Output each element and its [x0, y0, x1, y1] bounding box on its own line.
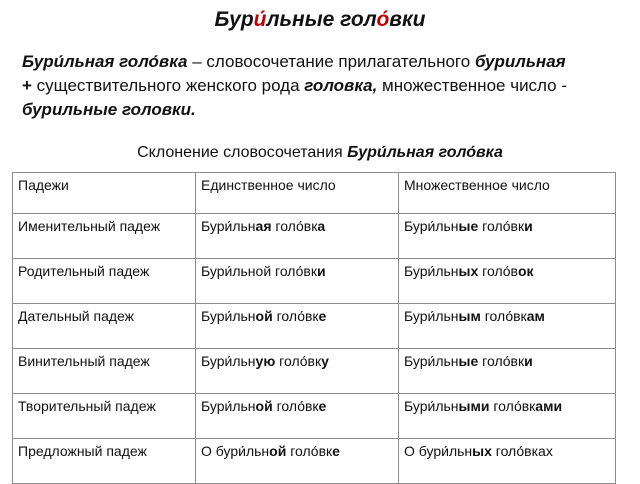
table-row	[13, 304, 616, 349]
table-row	[13, 259, 616, 304]
form-segment: голо́вк	[489, 398, 536, 414]
form-segment: голо́вк	[286, 443, 333, 459]
intro-paragraph	[22, 50, 627, 122]
form-segment: голо́вк	[271, 263, 317, 279]
table-caption	[0, 144, 640, 162]
plural-form	[399, 394, 616, 439]
form-segment: ую	[255, 353, 276, 369]
caption-text: Склонение словосочетания	[137, 144, 348, 161]
table-header-row	[13, 173, 616, 214]
form-segment: е	[318, 398, 327, 414]
form-segment: Бури́льн	[404, 263, 459, 279]
form-segment: ами	[535, 398, 563, 414]
singular-form	[196, 394, 399, 439]
form-segment: ые	[458, 218, 479, 234]
caption-phrase: Бури́льная голо́вка	[347, 144, 503, 161]
form-segment: Бури́льн	[404, 398, 459, 414]
intro-plus: +	[22, 76, 32, 95]
singular-form	[196, 304, 399, 349]
form-segment: Бури́льн	[201, 308, 256, 324]
singular-form	[196, 259, 399, 304]
table-row	[13, 349, 616, 394]
form-segment: О бури́льн	[201, 443, 270, 459]
form-segment: голо́вк	[480, 308, 527, 324]
intro-term: Бури́льная голо́вка	[22, 52, 188, 71]
form-segment: голо́вк	[275, 353, 322, 369]
intro-noun: головка,	[304, 76, 378, 95]
title-part: Бур	[214, 8, 254, 31]
form-segment: Бури́льн	[201, 353, 256, 369]
table-row	[13, 214, 616, 259]
table-row	[13, 439, 616, 484]
form-segment: ой	[269, 443, 287, 459]
form-segment: ой	[255, 263, 272, 279]
form-segment: голо́вк	[491, 443, 539, 459]
form-segment: О бури́льн	[404, 443, 473, 459]
form-segment: ых	[472, 443, 492, 459]
header-plural: Множественное число	[399, 173, 616, 214]
intro-plural: бурильные головки.	[22, 100, 196, 119]
form-segment: ам	[526, 308, 545, 324]
title-part: вки	[389, 8, 426, 31]
form-segment: Бури́льн	[201, 398, 256, 414]
plural-form	[399, 349, 616, 394]
singular-form	[196, 349, 399, 394]
intro-text: множественное число -	[377, 76, 568, 95]
intro-text: существительного женского рода	[31, 76, 305, 95]
plural-form	[399, 259, 616, 304]
form-segment: ок	[518, 263, 534, 279]
form-segment: ым	[458, 308, 481, 324]
form-segment: и	[524, 218, 533, 234]
form-segment: е	[318, 308, 327, 324]
form-segment: а	[317, 218, 326, 234]
case-name: Именительный падеж	[13, 214, 196, 259]
title-part: льные гол	[266, 8, 377, 31]
case-name: Дательный падеж	[13, 304, 196, 349]
form-segment: ах	[538, 443, 553, 459]
header-singular: Единственное число	[196, 173, 399, 214]
form-segment: Бури́льн	[404, 218, 459, 234]
title-stress-mark: о́	[376, 8, 390, 31]
form-segment: ой	[255, 308, 273, 324]
page-title	[0, 8, 640, 32]
case-name: Предложный падеж	[13, 439, 196, 484]
form-segment: голо́вк	[478, 218, 525, 234]
form-segment: Бури́льн	[201, 263, 256, 279]
form-segment: Бури́льн	[201, 218, 256, 234]
form-segment: у	[321, 353, 329, 369]
intro-adjective: бурильная	[474, 52, 566, 71]
intro-text: – словосочетание прилагательного	[187, 52, 475, 71]
header-cases: Падежи	[13, 173, 196, 214]
form-segment: голо́в	[478, 263, 518, 279]
form-segment: ой	[255, 398, 273, 414]
form-segment: голо́вк	[478, 353, 525, 369]
form-segment: ая	[255, 218, 272, 234]
case-name: Винительный падеж	[13, 349, 196, 394]
form-segment: ых	[458, 263, 479, 279]
form-segment: голо́вк	[272, 308, 319, 324]
plural-form	[399, 439, 616, 484]
declension-table	[12, 172, 616, 484]
form-segment: голо́вк	[271, 218, 318, 234]
form-segment: и	[316, 263, 326, 279]
title-stress-mark: и́	[253, 8, 267, 31]
singular-form	[196, 214, 399, 259]
plural-form	[399, 214, 616, 259]
form-segment: Бури́льн	[404, 353, 459, 369]
case-name: Творительный падеж	[13, 394, 196, 439]
table-body	[13, 173, 616, 484]
singular-form	[196, 439, 399, 484]
form-segment: ыми	[458, 398, 490, 414]
form-segment: Бури́льн	[404, 308, 459, 324]
form-segment: ые	[458, 353, 479, 369]
form-segment: голо́вк	[272, 398, 319, 414]
plural-form	[399, 304, 616, 349]
form-segment: и	[524, 353, 533, 369]
form-segment: е	[332, 443, 340, 459]
case-name: Родительный падеж	[13, 259, 196, 304]
table-row	[13, 394, 616, 439]
